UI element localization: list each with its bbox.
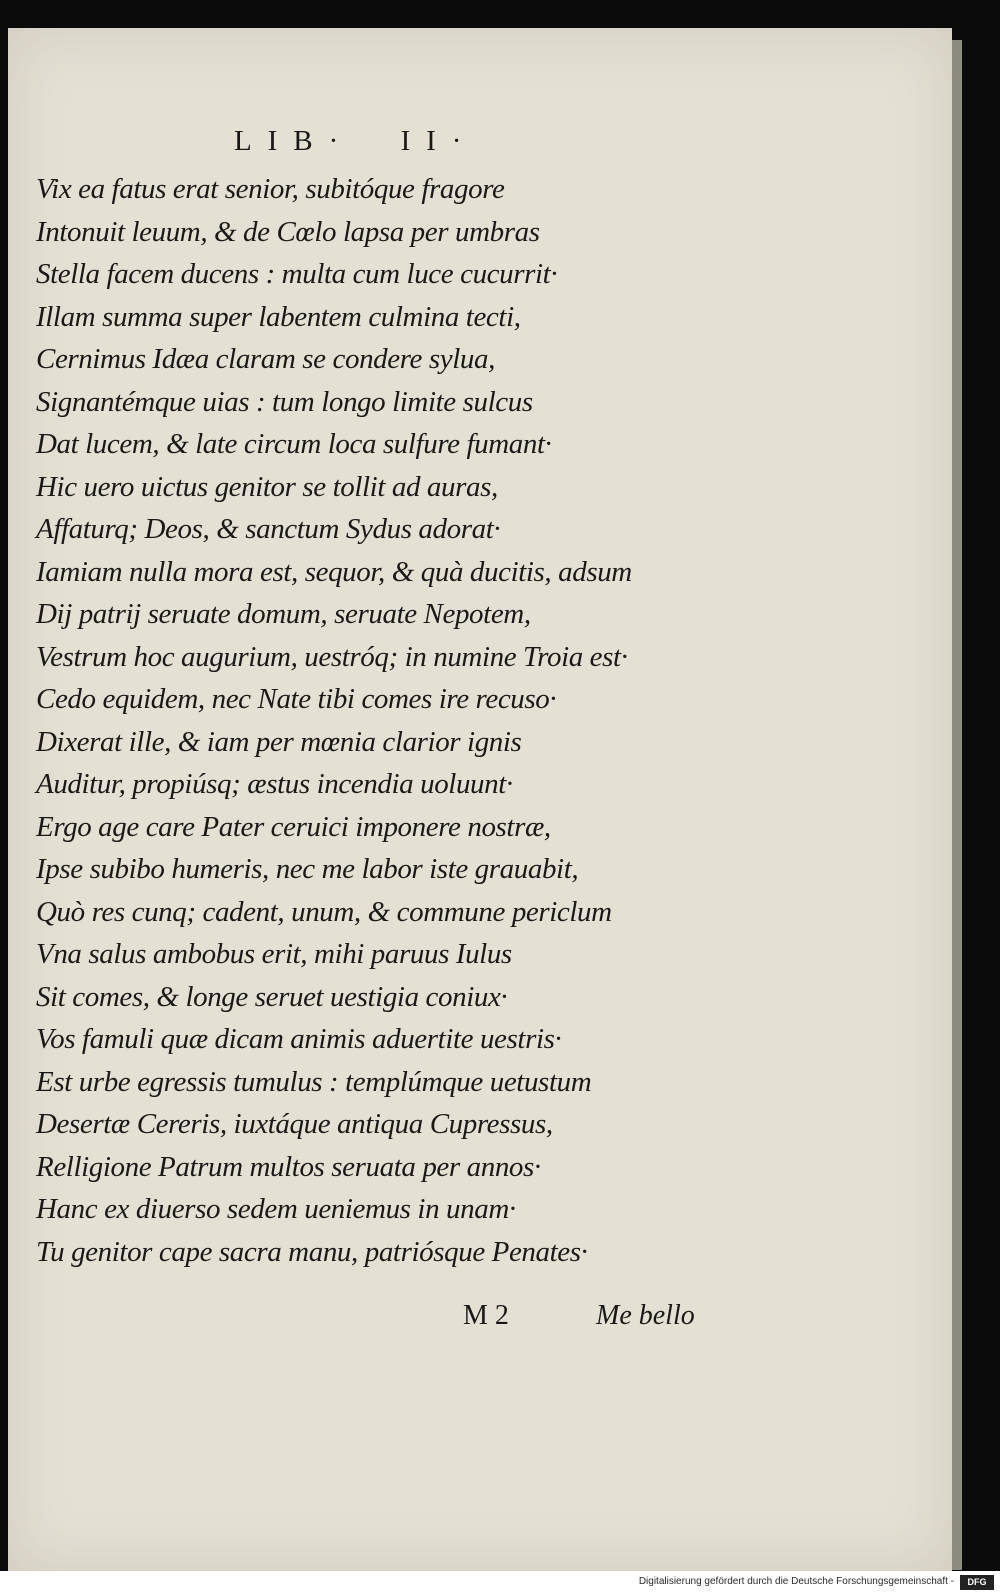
verse-line: Ipse subibo humeris, nec me labor iste grauabit, (36, 853, 579, 885)
verse-line: Sit comes, & longe seruet uestigia coniux· (36, 980, 508, 1013)
book-page (8, 28, 952, 1571)
verse-line: Affaturq; Deos, & sanctum Sydus adorat· (36, 513, 501, 545)
verse-line: Quò res cunq; cadent, unum, & commune periclum (36, 895, 612, 928)
verse-line: Cernimus Idæa claram se condere sylua, (36, 343, 495, 375)
verse-block (36, 168, 632, 1273)
verse-line: Vestrum hoc augurium, uestróq; in numine Troia est· (36, 640, 628, 673)
verse-line: Hanc ex diuerso sedem ueniemus in unam· (36, 1193, 516, 1225)
verse-line: Dat lucem, & late circum loca sulfure fumant· (36, 428, 552, 460)
verse-line: Iamiam nulla mora est, sequor, & quà ducitis, adsum (36, 555, 632, 588)
verse-line: Signantémque uias : tum longo limite sulcus (36, 385, 533, 418)
verse-line: Intonuit leuum, & de Cœlo lapsa per umbras (36, 215, 540, 248)
page-edge (952, 40, 962, 1570)
verse-line: Illam summa super labentem culmina tecti, (36, 300, 521, 333)
verse-line: Est urbe egressis tumulus : templúmque uetustum (36, 1065, 592, 1098)
signature-mark: M 2 (463, 1300, 509, 1331)
dfg-logo-icon: DFG (960, 1575, 994, 1590)
catchword: Me bello (596, 1300, 695, 1331)
verse-line: Relligione Patrum multos seruata per annos· (36, 1150, 541, 1183)
verse-line: Auditur, propiúsq; æstus incendia uoluunt· (36, 768, 513, 800)
funding-credit: Digitalisierung gefördert durch die Deutsche Forschungsgemeinschaft - (638, 1576, 954, 1587)
verse-line: Hic uero uictus genitor se tollit ad auras, (36, 470, 498, 503)
verse-line: Ergo age care Pater ceruici imponere nostræ, (36, 810, 551, 843)
verse-line: Vix ea fatus erat senior, subitóque fragore (36, 173, 505, 205)
verse-line: Tu genitor cape sacra manu, patriósque Penates· (36, 1235, 588, 1268)
verse-line: Dixerat ille, & iam per mœnia clarior ignis (36, 725, 522, 758)
verse-line: Vna salus ambobus erit, mihi paruus Iulus (36, 938, 512, 970)
verse-line: Dij patrij seruate domum, seruate Nepotem, (36, 598, 531, 630)
verse-line: Vos famuli quæ dicam animis aduertite uestris· (36, 1023, 562, 1055)
running-head-text: LIB· II· (234, 125, 478, 157)
footer-bar (0, 1571, 1000, 1595)
verse-line: Cedo equidem, nec Nate tibi comes ire recuso· (36, 683, 557, 715)
verse-line: Desertæ Cereris, iuxtáque antiqua Cupressus, (36, 1108, 553, 1140)
verse-line: Stella facem ducens : multa cum luce cucurrit· (36, 258, 558, 290)
